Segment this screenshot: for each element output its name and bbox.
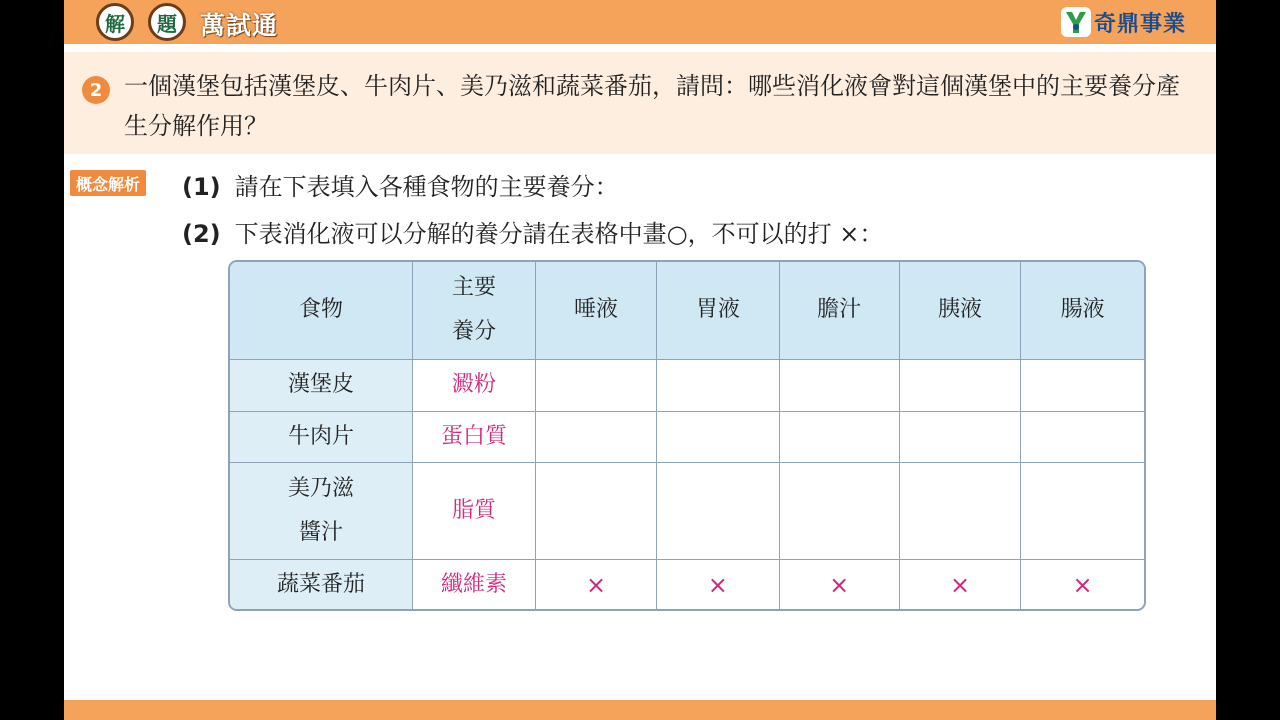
nutrient-table (228, 260, 1146, 611)
food-cell: 蔬菜番茄 (230, 559, 413, 610)
answer-cell[interactable] (1021, 411, 1144, 462)
answer-cell[interactable]: × (779, 559, 899, 610)
nutrient-cell: 澱粉 (413, 359, 536, 411)
company-name: 奇鼎事業 (1094, 12, 1187, 37)
header-bile: 膽汁 (779, 262, 899, 359)
answer-cell[interactable] (657, 359, 779, 411)
table-row (230, 559, 1144, 610)
answer-cell[interactable] (1021, 359, 1144, 411)
food-cell: 美乃滋醬汁 (230, 462, 413, 559)
instruction-1-text: 請在下表填入各種食物的主要養分： (234, 173, 619, 201)
nutrient-cell: 脂質 (413, 462, 536, 559)
answer-cell[interactable] (1021, 462, 1144, 559)
header-gastric-juice: 胃液 (657, 262, 779, 359)
question-box (64, 52, 1216, 154)
nutrient-cell: 纖維素 (413, 559, 536, 610)
answer-cell[interactable] (535, 359, 656, 411)
company-logo-icon (1060, 6, 1092, 38)
instruction-1 (182, 167, 619, 202)
table-row (230, 411, 1144, 462)
table-row (230, 359, 1144, 411)
answer-cell[interactable]: × (899, 559, 1020, 610)
answer-cell[interactable]: × (535, 559, 656, 610)
answer-cell[interactable] (899, 411, 1020, 462)
answer-cell[interactable]: × (657, 559, 779, 610)
instruction-2 (182, 214, 883, 249)
header-main-nutrient: 主要養分 (413, 262, 536, 359)
answer-cell[interactable] (657, 462, 779, 559)
badge-problem: 題 (148, 3, 186, 41)
question-text: 一個漢堡包括漢堡皮、牛肉片、美乃滋和蔬菜番茄，請問：哪些消化液會對這個漢堡中的主要養分產生分解作用？ (124, 72, 1180, 140)
header-saliva: 唾液 (535, 262, 656, 359)
answer-cell[interactable] (779, 359, 899, 411)
header-pancreatic-juice: 胰液 (899, 262, 1020, 359)
answer-cell[interactable] (779, 411, 899, 462)
bottom-banner (64, 700, 1216, 720)
answer-cell[interactable] (535, 462, 656, 559)
series-title: 萬試通 (200, 11, 279, 40)
instruction-1-number: (1) (182, 173, 221, 201)
table-row (230, 462, 1144, 559)
food-cell: 牛肉片 (230, 411, 413, 462)
header-food: 食物 (230, 262, 413, 359)
concept-analysis-tag: 概念解析 (70, 170, 146, 196)
question-number: 2 (82, 76, 110, 104)
instruction-2-number: (2) (182, 220, 221, 248)
answer-cell[interactable] (779, 462, 899, 559)
slide (64, 0, 1216, 720)
answer-cell[interactable] (657, 411, 779, 462)
instruction-2-text: 下表消化液可以分解的養分請在表格中畫○，不可以的打 ×： (234, 220, 884, 248)
top-banner (64, 0, 1216, 44)
answer-cell[interactable] (899, 359, 1020, 411)
badge-solve: 解 (96, 3, 134, 41)
answer-cell[interactable] (899, 462, 1020, 559)
header-intestinal-juice: 腸液 (1021, 262, 1144, 359)
nutrient-cell: 蛋白質 (413, 411, 536, 462)
food-cell: 漢堡皮 (230, 359, 413, 411)
answer-cell[interactable]: × (1021, 559, 1144, 610)
answer-cell[interactable] (535, 411, 656, 462)
